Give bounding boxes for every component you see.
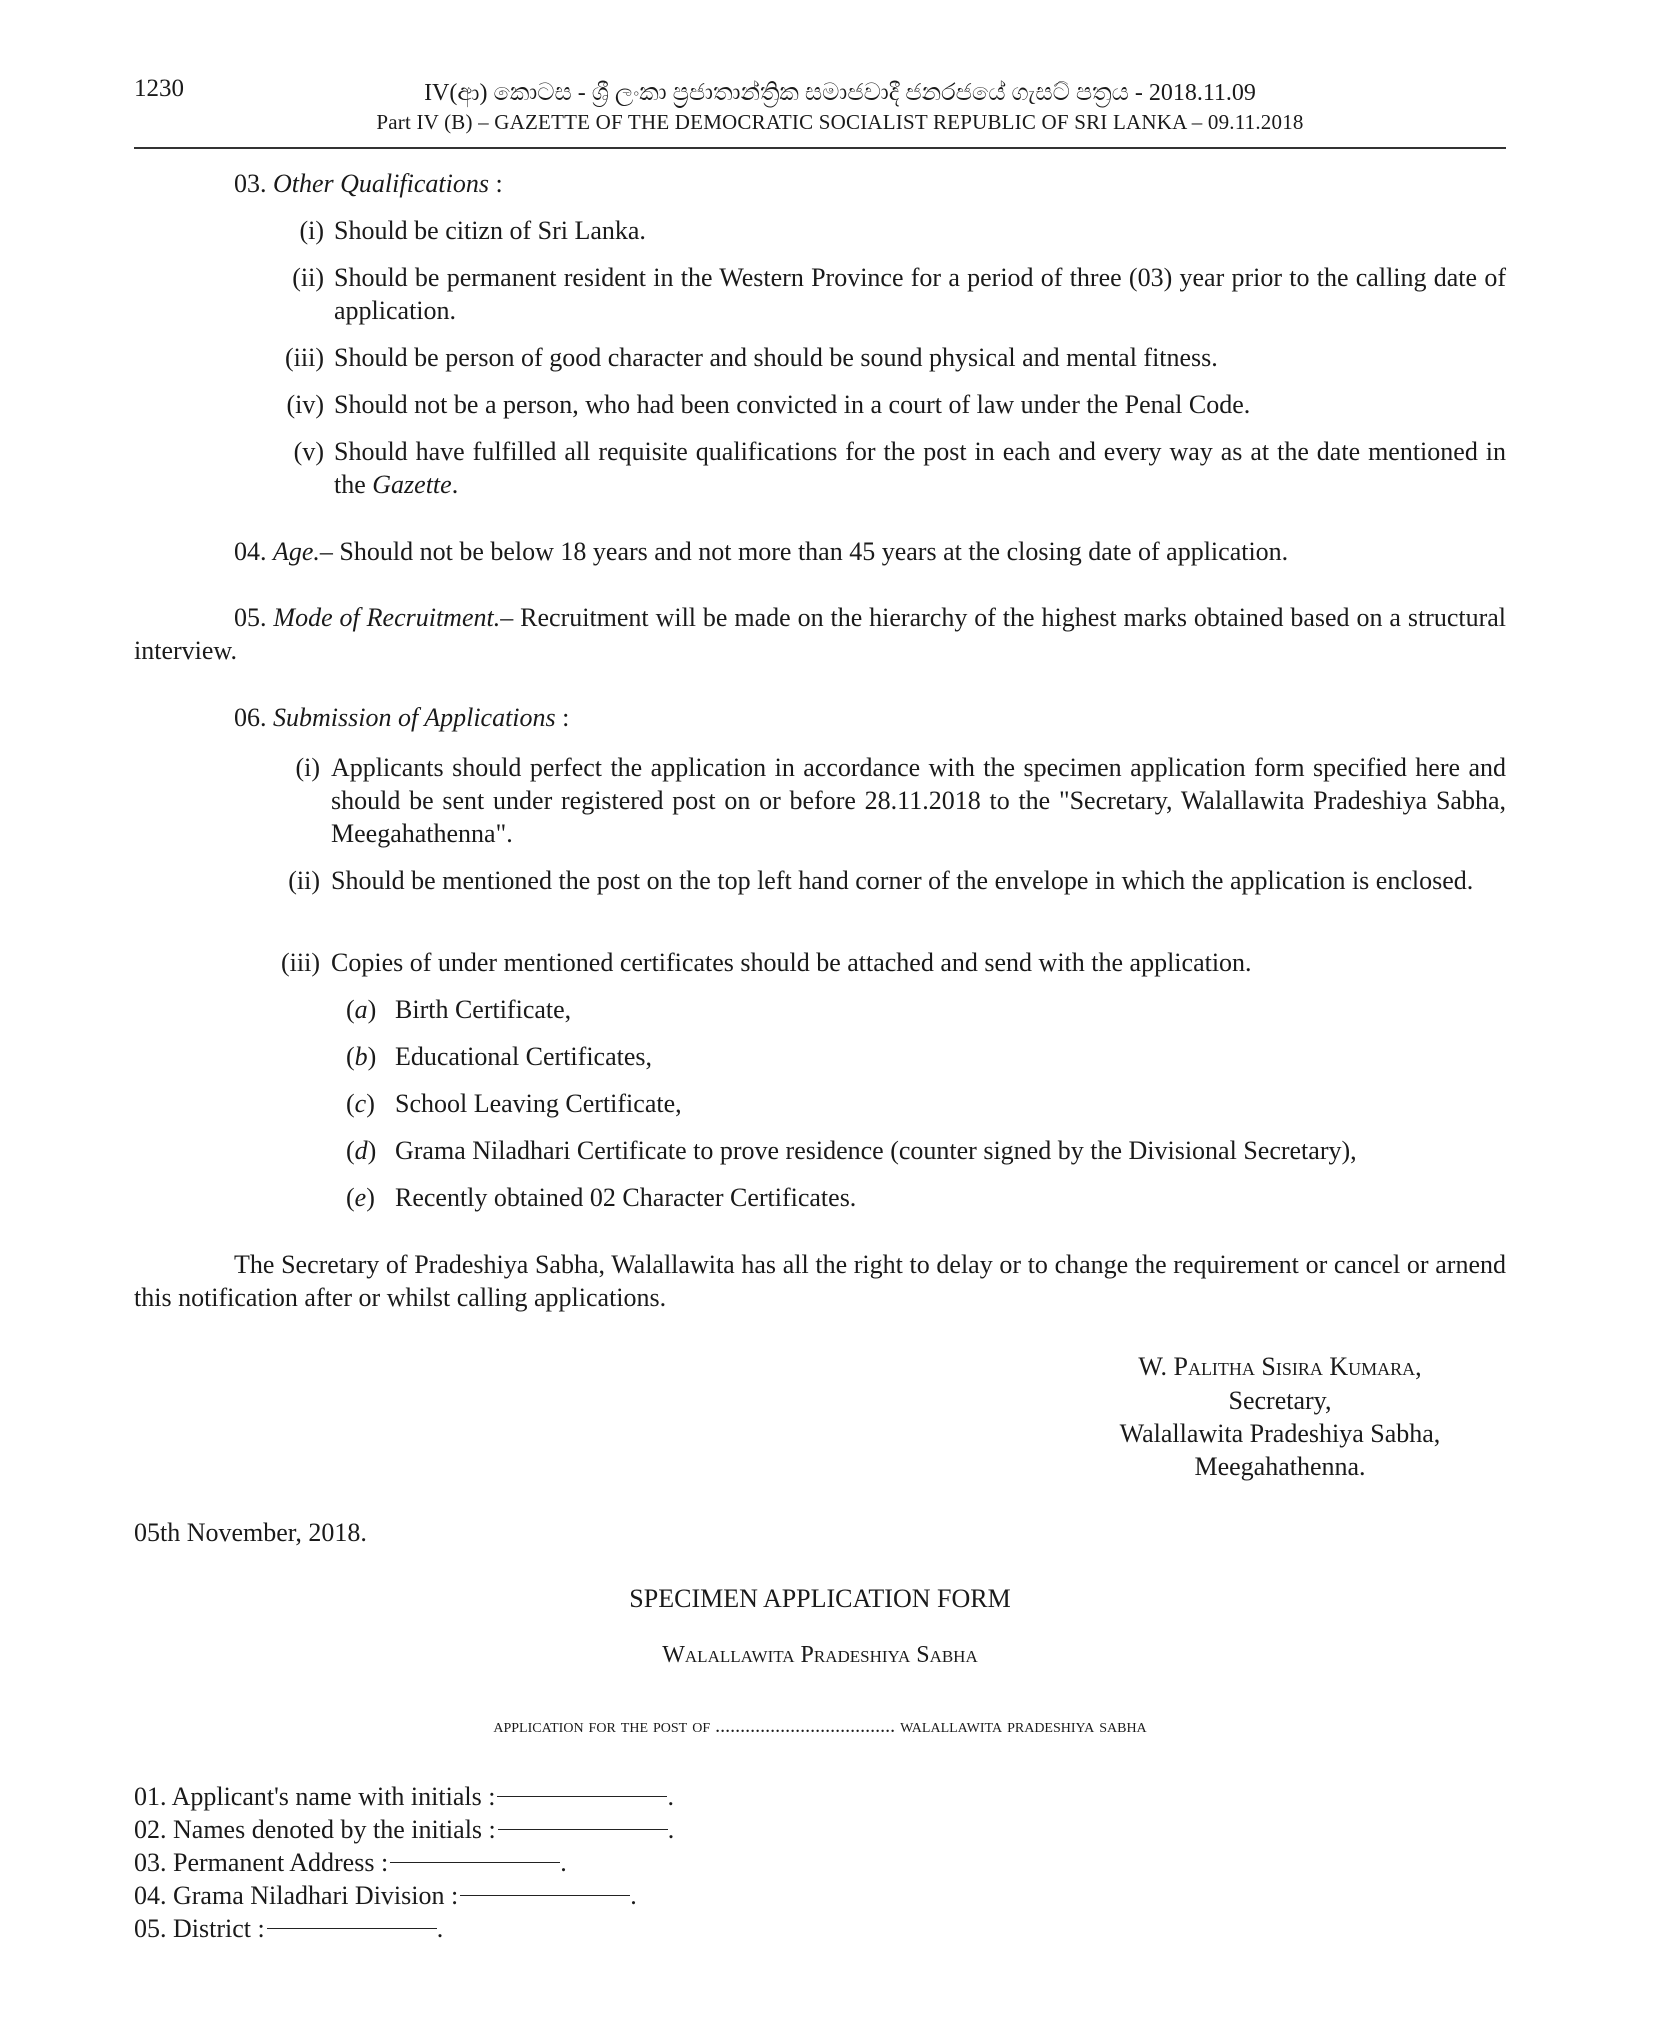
- list-item: Should not be a person, who had been convicted in a court of law under the Penal Code.: [334, 390, 1251, 419]
- form-field-district: [134, 1912, 443, 1945]
- section-title: Age.: [273, 537, 320, 566]
- field-blank: [498, 1829, 668, 1830]
- sub-item: Educational Certificates,: [395, 1042, 653, 1071]
- post-prefix: application for the post of: [493, 1715, 711, 1737]
- field-end: .: [436, 1914, 444, 1943]
- signatory-name-text: W. Palitha Sisira Kumara,: [1138, 1352, 1422, 1381]
- field-blank: [497, 1796, 667, 1797]
- field-blank: [460, 1895, 630, 1896]
- field-label: 01. Applicant's name with initials :: [134, 1782, 496, 1811]
- sub-letter: a: [354, 995, 368, 1024]
- list-label: (i): [295, 753, 320, 782]
- list-item: Should be mentioned the post on the top left hand corner of the envelope in which the application is enclosed.: [331, 866, 1474, 895]
- form-field-address: [134, 1846, 567, 1879]
- gazette-title-sinhala: IV(ආ) කොටස - ශ්‍රී ලංකා ප්‍රජාතාන්ත්‍රික සමාජවාදී ජනරජයේ ගැසට් පත්‍රය - 2018.11.09: [424, 80, 1256, 106]
- signatory-org: Walallawita Pradeshiya Sabha,: [1119, 1419, 1441, 1448]
- form-field-initials: [134, 1813, 674, 1846]
- section-suffix: :: [555, 703, 570, 732]
- field-end: .: [667, 1815, 675, 1844]
- list-item: Should be citizn of Sri Lanka.: [334, 216, 646, 245]
- section-text: – Recruitment will be made on the hierarchy of the highest marks obtained based on a structural interview.: [134, 603, 1507, 665]
- form-subheading: Walallawita Pradeshiya Sabha: [662, 1642, 978, 1668]
- section-text: – Should not be below 18 years and not more than 45 years at the closing date of application.: [319, 537, 1289, 566]
- sub-item-label: (d): [346, 1136, 377, 1165]
- post-dots: ....................................: [715, 1715, 896, 1737]
- section-03-heading: [234, 167, 503, 200]
- gazette-title-english: Part IV (B) – GAZETTE OF THE DEMOCRATIC SOCIALIST REPUBLIC OF SRI LANKA – 09.11.2018: [376, 110, 1304, 134]
- field-label: 05. District :: [134, 1914, 265, 1943]
- field-label: 04. Grama Niladhari Division :: [134, 1881, 459, 1910]
- signatory-title: Secretary,: [1228, 1386, 1332, 1415]
- sub-item: Birth Certificate,: [395, 995, 572, 1024]
- sub-item-label: (a): [346, 995, 377, 1024]
- section-title: Submission of Applications: [273, 703, 556, 732]
- sub-item: Grama Niladhari Certificate to prove residence (counter signed by the Divisional Secretary),: [395, 1136, 1357, 1165]
- sub-letter: c: [354, 1089, 367, 1118]
- gazette-italic: Gazette: [372, 470, 452, 499]
- list-item: Applicants should perfect the application in accordance with the specimen application form specified here and should be sent under registered post on or before 28.11.2018 to the "Secretary, Walallawita Pradeshiya Sabha, Meegahathenna".: [331, 753, 1506, 848]
- closing-paragraph: The Secretary of Pradeshiya Sabha, Walallawita has all the right to delay or to change the requirement or cancel or arnend this notification after or whilst calling applications.: [134, 1250, 1506, 1312]
- section-06-heading: [234, 701, 569, 734]
- list-label: (i): [299, 216, 324, 245]
- sub-letter: e: [354, 1183, 367, 1212]
- field-label: 02. Names denoted by the initials :: [134, 1815, 496, 1844]
- form-post-line: [134, 1715, 1506, 1738]
- list-item-end: .: [451, 470, 459, 499]
- list-item: Should be permanent resident in the Western Province for a period of three (03) year prior to the calling date of application.: [334, 263, 1506, 325]
- section-title: Other Qualifications: [273, 169, 489, 198]
- section-number: 04.: [234, 537, 267, 566]
- sub-letter: d: [354, 1136, 368, 1165]
- list-item: Should be person of good character and should be sound physical and mental fitness.: [334, 343, 1218, 372]
- list-label: (iv): [286, 390, 324, 419]
- signatory-place: Meegahathenna.: [1194, 1452, 1366, 1481]
- field-end: .: [630, 1881, 637, 1910]
- section-number: 03.: [234, 169, 267, 198]
- field-end: .: [667, 1782, 674, 1811]
- field-blank: [267, 1928, 437, 1929]
- list-label: (ii): [288, 866, 320, 895]
- list-item: [334, 435, 1506, 501]
- form-heading: SPECIMEN APPLICATION FORM: [629, 1584, 1011, 1613]
- field-label: 03. Permanent Address :: [134, 1848, 389, 1877]
- field-end: .: [560, 1848, 567, 1877]
- section-05: [134, 601, 1506, 667]
- section-04: [234, 535, 1288, 568]
- list-label: (iii): [285, 343, 324, 372]
- sub-item: Recently obtained 02 Character Certificates.: [395, 1183, 857, 1212]
- sub-item: School Leaving Certificate,: [395, 1089, 682, 1118]
- notice-date: 05th November, 2018.: [134, 1518, 367, 1547]
- form-field-gn-division: [134, 1879, 637, 1912]
- list-label: (ii): [292, 263, 324, 292]
- signatory-name: [1060, 1350, 1500, 1383]
- field-blank: [390, 1862, 560, 1863]
- list-label: (iii): [281, 948, 320, 977]
- page-number: 1230: [134, 75, 184, 102]
- sub-item-label: (b): [346, 1042, 377, 1071]
- sub-item-label: (e): [346, 1183, 375, 1212]
- section-number: 05.: [234, 603, 267, 632]
- list-label: (v): [293, 437, 324, 466]
- sub-letter: b: [354, 1042, 368, 1071]
- section-title: Mode of Recruitment.: [273, 603, 501, 632]
- sub-item-label: (c): [346, 1089, 375, 1118]
- list-item: Copies of under mentioned certificates should be attached and send with the application.: [331, 948, 1252, 977]
- post-suffix: walallawita pradeshiya sabha: [900, 1715, 1147, 1737]
- section-suffix: :: [488, 169, 503, 198]
- form-field-applicant-name: [134, 1780, 674, 1813]
- header-divider: [134, 147, 1506, 149]
- list-item-text: Should have fulfilled all requisite qualifications for the post in each and every way as at the date mentioned in the: [334, 437, 1506, 499]
- section-number: 06.: [234, 703, 267, 732]
